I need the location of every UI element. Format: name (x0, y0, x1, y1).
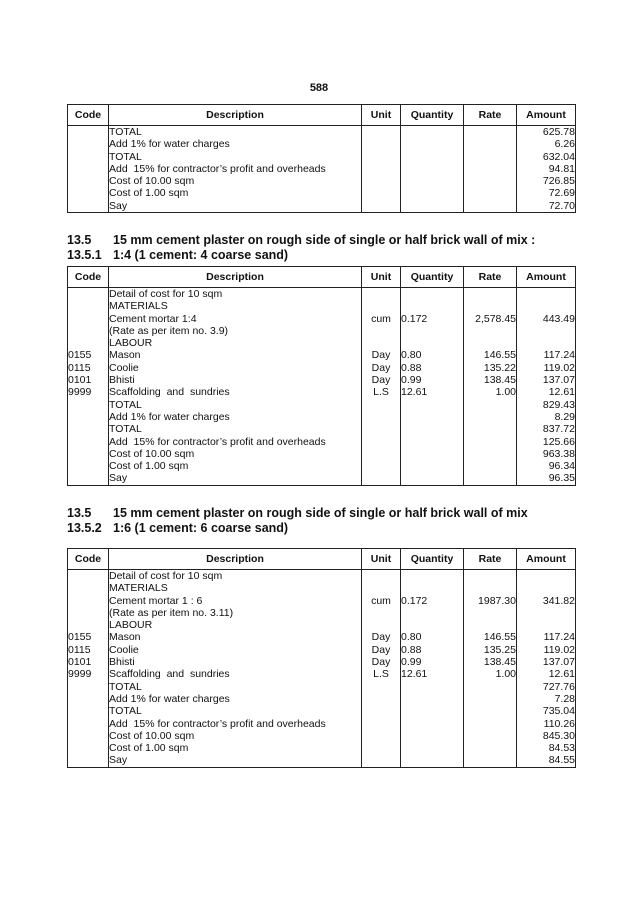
cell-line: Scaffolding and sundries (109, 668, 230, 681)
cell-line (362, 411, 400, 423)
cell-line (464, 607, 516, 619)
cell-line: 0.88 (401, 643, 422, 656)
rate-table-continued (67, 104, 576, 213)
cell-line: 146.55 (483, 349, 516, 362)
cell-line (401, 718, 463, 730)
cell-line: 135.25 (483, 643, 516, 656)
cell-line (68, 742, 108, 754)
cell-line (68, 681, 108, 693)
cell-line (401, 742, 463, 754)
cell-line: LABOUR (109, 337, 153, 350)
cell-line (401, 754, 463, 766)
cell-line: 12.61 (548, 668, 575, 681)
cell-line: 845.30 (542, 729, 575, 742)
cell-line (362, 730, 400, 742)
rate-cell (464, 126, 517, 213)
cell-line (401, 693, 463, 705)
heading-line (67, 248, 535, 263)
cell-line (464, 730, 516, 742)
cell-line: Say (109, 754, 128, 767)
rate-header: Rate (464, 105, 517, 126)
cell-line: 0.99 (401, 656, 422, 669)
cell-line: Bhisti (109, 374, 135, 387)
code-header: Code (68, 267, 109, 288)
cell-line (464, 399, 516, 411)
cell-line (401, 681, 463, 693)
rate-header: Rate (464, 549, 517, 570)
cell-line: 0.172 (401, 312, 428, 325)
item-title: 1:4 (1 cement: 4 coarse sand) (113, 248, 289, 262)
cell-line (362, 693, 400, 705)
cell-line (362, 448, 400, 460)
item-title: 15 mm cement plaster on rough side of single or half brick wall of mix : (113, 233, 536, 247)
cell-line: TOTAL (109, 398, 142, 411)
cell-line: Detail of cost for 10 sqm (109, 570, 223, 582)
cell-line (464, 423, 516, 435)
cell-line: 0101 (68, 374, 92, 387)
cell-line: Cost of 1.00 sqm (109, 742, 189, 755)
section-heading-13-5-2 (67, 506, 528, 536)
cell-line: Add 1% for water charges (109, 410, 230, 423)
cell-line (401, 472, 463, 484)
quantity-header: Quantity (401, 267, 464, 288)
unit-header: Unit (362, 105, 401, 126)
cell-line (68, 693, 108, 705)
cell-line (68, 595, 108, 607)
cell-line: 963.38 (542, 447, 575, 460)
amount-header: Amount (517, 549, 576, 570)
cell-line: 84.55 (548, 754, 575, 767)
description-cell (109, 126, 362, 213)
cell-line (362, 472, 400, 484)
code-header: Code (68, 105, 109, 126)
cell-line: 726.85 (542, 175, 575, 188)
item-number: 13.5 (67, 233, 92, 247)
cell-line: Coolie (109, 361, 139, 374)
cell-line (362, 570, 400, 582)
cell-line: Mason (109, 349, 141, 362)
cell-line: 341.82 (542, 594, 575, 607)
cell-line (464, 742, 516, 754)
cell-line: TOTAL (109, 126, 142, 138)
cell-line: 443.49 (542, 312, 575, 325)
cell-line: TOTAL (109, 423, 142, 436)
cell-line: 735.04 (542, 705, 575, 718)
cell-line (401, 411, 463, 423)
amount-cell (517, 570, 576, 768)
cell-line: 135.22 (483, 361, 516, 374)
table-body-row (68, 288, 576, 486)
cell-line: LABOUR (109, 619, 153, 632)
cell-line: 632.04 (542, 150, 575, 163)
cell-line: 119.02 (543, 643, 575, 656)
table-header-row (68, 549, 576, 570)
cell-line: 0.172 (401, 594, 428, 607)
cell-line (401, 300, 463, 312)
cell-line (362, 337, 400, 349)
cell-line: 0101 (68, 656, 92, 669)
cell-line: MATERIALS (109, 582, 168, 595)
amount-header: Amount (517, 267, 576, 288)
cell-line: 727.76 (542, 680, 575, 693)
cell-line (68, 619, 108, 631)
cell-line: 1.00 (495, 386, 516, 399)
cell-line: Detail of cost for 10 sqm (109, 288, 223, 300)
cell-line: Cost of 10.00 sqm (109, 447, 195, 460)
cell-line (464, 693, 516, 705)
cell-line: 0115 (68, 361, 91, 374)
cell-line (68, 423, 108, 435)
description-header: Description (109, 549, 362, 570)
quantity-cell (401, 570, 464, 768)
cell-line (401, 337, 463, 349)
cell-line (517, 325, 575, 337)
code-cell (68, 126, 109, 213)
cell-line (401, 288, 463, 300)
cell-line: 138.45 (483, 656, 516, 669)
cell-line (464, 582, 516, 594)
cell-line: TOTAL (109, 150, 142, 163)
cell-line: Cost of 1.00 sqm (109, 187, 189, 200)
cell-line: L.S (373, 386, 389, 399)
cell-line: 0155 (68, 349, 92, 362)
rate-table-13-5-2 (67, 548, 576, 768)
cell-line (362, 325, 400, 337)
cell-line (68, 730, 108, 742)
cell-line: 117.24 (543, 349, 575, 362)
cell-line (68, 337, 108, 349)
item-title: 1:6 (1 cement: 6 coarse sand) (113, 521, 289, 535)
cell-line: 7.28 (554, 692, 575, 705)
cell-line: 9999 (68, 668, 92, 681)
cell-line (68, 411, 108, 423)
cell-line: Add 1% for water charges (109, 138, 230, 151)
item-number: 13.5 (67, 506, 92, 520)
section-heading-13-5-1 (67, 233, 535, 263)
cell-line (401, 436, 463, 448)
cell-line (362, 288, 400, 300)
cell-line (362, 754, 400, 766)
cell-line: Day (371, 374, 391, 387)
cell-line: 117.24 (543, 631, 575, 644)
cell-line (517, 337, 575, 349)
cell-line (517, 288, 575, 300)
cell-line (68, 288, 108, 300)
cell-line (517, 582, 575, 594)
cell-line (464, 472, 516, 484)
cell-line: cum (371, 312, 391, 325)
page-number: 588 (309, 82, 329, 94)
cell-line (464, 300, 516, 312)
cell-line: Bhisti (109, 656, 135, 669)
cell-line (362, 460, 400, 472)
cell-line: Day (371, 631, 391, 644)
cell-line: 12.61 (401, 668, 428, 681)
cell-line: 1.00 (495, 668, 516, 681)
heading-line (67, 521, 528, 536)
cell-line (517, 300, 575, 312)
cell-line: Say (109, 199, 128, 212)
cell-line: L.S (373, 668, 389, 681)
cell-line: Add 1% for water charges (109, 692, 230, 705)
cell-line: Day (371, 643, 391, 656)
cell-line: 0115 (68, 643, 91, 656)
cell-line (401, 460, 463, 472)
cell-line: 0155 (68, 631, 92, 644)
quantity-header: Quantity (401, 549, 464, 570)
cell-line: Cost of 10.00 sqm (109, 175, 195, 188)
amount-cell (517, 126, 576, 213)
unit-header: Unit (362, 549, 401, 570)
description-header: Description (109, 267, 362, 288)
cell-line: 1987.30 (478, 594, 516, 607)
cell-line: 2,578.45 (475, 312, 516, 325)
heading-line (67, 506, 528, 521)
cell-line (68, 705, 108, 717)
cell-line: Cement mortar 1 : 6 (109, 594, 203, 607)
cell-line: Scaffolding and sundries (109, 386, 230, 399)
rate-table-13-5-1 (67, 266, 576, 486)
item-number: 13.5.2 (67, 521, 102, 535)
cell-line: 96.34 (548, 460, 575, 473)
cell-line (68, 570, 108, 582)
cell-line (362, 607, 400, 619)
cell-line: Add 15% for contractor’s profit and overheads (109, 162, 326, 175)
cell-line: 119.02 (543, 361, 575, 374)
cell-line (517, 619, 575, 631)
cell-line (362, 619, 400, 631)
cell-line (464, 681, 516, 693)
cell-line: 0.88 (401, 361, 422, 374)
table-header-row (68, 105, 576, 126)
cell-line (68, 460, 108, 472)
cell-line: 8.29 (554, 410, 575, 423)
quantity-header: Quantity (401, 105, 464, 126)
rate-header: Rate (464, 267, 517, 288)
cell-line: 138.45 (483, 374, 516, 387)
unit-cell (362, 126, 401, 213)
cell-line (464, 460, 516, 472)
amount-cell (517, 288, 576, 486)
cell-line (401, 325, 463, 337)
unit-header: Unit (362, 267, 401, 288)
cell-line: 0.99 (401, 374, 422, 387)
cell-line (401, 399, 463, 411)
cell-line: 0.80 (401, 631, 422, 644)
cell-line: Add 15% for contractor’s profit and overheads (109, 717, 326, 730)
cell-line (68, 754, 108, 766)
cell-line (362, 681, 400, 693)
table-body-row (68, 126, 576, 213)
item-title: 15 mm cement plaster on rough side of single or half brick wall of mix (113, 506, 528, 520)
cell-line: 625.78 (542, 126, 575, 138)
table-header-row (68, 267, 576, 288)
cell-line: 0.80 (401, 349, 422, 362)
rate-cell (464, 570, 517, 768)
code-cell (68, 288, 109, 486)
cell-line (362, 705, 400, 717)
cell-line (464, 570, 516, 582)
cell-line (362, 423, 400, 435)
cell-line: 94.81 (548, 162, 575, 175)
cell-line: 6.26 (554, 138, 575, 151)
cell-line: 12.61 (401, 386, 428, 399)
cell-line (464, 754, 516, 766)
cell-line: Add 15% for contractor’s profit and overheads (109, 435, 326, 448)
cell-line: 125.66 (542, 435, 575, 448)
cell-line: Cement mortar 1:4 (109, 312, 197, 325)
cell-line (464, 337, 516, 349)
cell-line: 72.69 (548, 187, 575, 200)
cell-line (68, 436, 108, 448)
cell-line (362, 742, 400, 754)
cell-line: MATERIALS (109, 300, 168, 313)
cell-line: Mason (109, 631, 141, 644)
cell-line (68, 582, 108, 594)
cell-line (401, 619, 463, 631)
cell-line (464, 436, 516, 448)
cell-line (464, 411, 516, 423)
cell-line (464, 448, 516, 460)
cell-line: 84.53 (548, 742, 575, 755)
cell-line (68, 718, 108, 730)
cell-line (464, 619, 516, 631)
cell-line (68, 448, 108, 460)
cell-line: Day (371, 349, 391, 362)
cell-line (401, 607, 463, 619)
table-body-row (68, 570, 576, 768)
rate-cell (464, 288, 517, 486)
cell-line (362, 718, 400, 730)
quantity-cell (401, 288, 464, 486)
cell-line: 9999 (68, 386, 92, 399)
description-cell (109, 570, 362, 768)
cell-line (464, 325, 516, 337)
cell-line: 829.43 (542, 398, 575, 411)
cell-line (68, 325, 108, 337)
cell-line (401, 448, 463, 460)
cell-line (464, 718, 516, 730)
cell-line (464, 705, 516, 717)
heading-line (67, 233, 535, 248)
cell-line (68, 300, 108, 312)
unit-cell (362, 288, 401, 486)
cell-line (68, 313, 108, 325)
code-cell (68, 570, 109, 768)
cell-line (401, 582, 463, 594)
cell-line: Coolie (109, 643, 139, 656)
cell-line: (Rate as per item no. 3.11) (109, 606, 234, 619)
cell-line (401, 730, 463, 742)
cell-line: Cost of 1.00 sqm (109, 460, 189, 473)
cell-line: 72.70 (548, 199, 575, 212)
cell-line: Say (109, 472, 128, 485)
cell-line: (Rate as per item no. 3.9) (109, 324, 229, 337)
cell-line (362, 300, 400, 312)
description-cell (109, 288, 362, 486)
cell-line: 837.72 (542, 423, 575, 436)
cell-line: Day (371, 361, 391, 374)
quantity-cell (401, 126, 464, 213)
cell-line (517, 570, 575, 582)
cell-line: Day (371, 656, 391, 669)
cell-line (401, 705, 463, 717)
cell-line: 137.07 (542, 374, 575, 387)
item-number: 13.5.1 (67, 248, 102, 262)
cell-line (362, 582, 400, 594)
cell-line (68, 472, 108, 484)
cell-line (68, 399, 108, 411)
code-header: Code (68, 549, 109, 570)
cell-line (517, 607, 575, 619)
cell-line (401, 423, 463, 435)
cell-line: 12.61 (548, 386, 575, 399)
cell-line: 137.07 (542, 656, 575, 669)
cell-line: cum (371, 594, 391, 607)
cell-line: 96.35 (548, 472, 575, 485)
cell-line (362, 399, 400, 411)
cell-line (464, 288, 516, 300)
cell-line (68, 607, 108, 619)
cell-line (401, 570, 463, 582)
cell-line: 110.26 (543, 717, 575, 730)
cell-line (362, 436, 400, 448)
cell-line: TOTAL (109, 705, 142, 718)
description-header: Description (109, 105, 362, 126)
unit-cell (362, 570, 401, 768)
amount-header: Amount (517, 105, 576, 126)
cell-line: Cost of 10.00 sqm (109, 729, 195, 742)
cell-line: 146.55 (483, 631, 516, 644)
cell-line: TOTAL (109, 680, 142, 693)
